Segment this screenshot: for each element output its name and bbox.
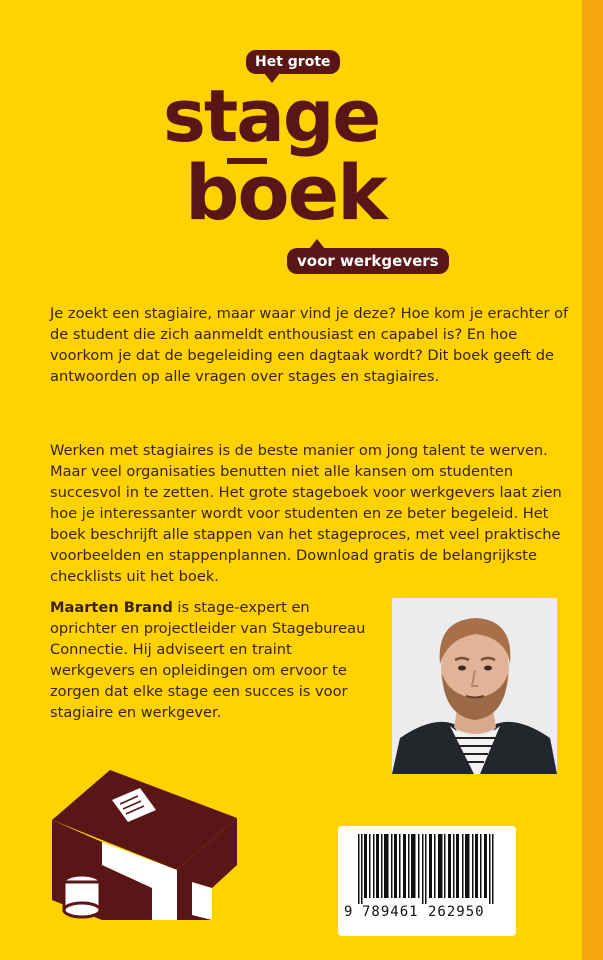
author-portrait-illustration (392, 598, 557, 774)
title-bubble-top: Het grote (246, 50, 340, 74)
desk-icon (52, 770, 242, 925)
stagebureau-desk-logo (52, 770, 242, 929)
blurb-paragraph-2: Werken met stagiaires is de beste manier om jong talent te werven. Maar veel organisaties benutten niet alle kansen om studenten succesvol in te zetten. Het grote stageboek voor werkgevers laat zien hoe je interessanter wordt voor studenten en ze beter begeleid. Het boek beschrijft alle stappen van het stageproces, met veel praktische voorbeelden en stappenplannen. Download gratis de belangrijkste checklists uit het boek. (50, 442, 562, 585)
barcode-bars (348, 834, 506, 904)
blurb-paragraph-1: Je zoekt een stagiaire, maar waar vind je deze? Hoe kom je erachter of de student die zich aanmeldt enthousiast en capabel is? En hoe voorkom je dat de begeleiding een dagtaak wordt? Dit boek geeft de antwoorden op alle vragen over stages en stagiaires. (50, 305, 569, 385)
isbn-first-digit: 9 (344, 904, 354, 920)
author-photo (392, 598, 557, 774)
author-bio (50, 597, 380, 723)
isbn-remaining-digits: 789461 262950 (362, 904, 485, 920)
author-name: Maarten Brand (50, 599, 173, 616)
title-bubble-bottom: voor werkgevers (287, 248, 449, 274)
author-bio-text: is stage-expert en oprichter en projectleider van Stagebureau Connectie. Hij adviseert en traint werkgevers en opleidingen om ervoor te zorgen dat elke stage een succes is voor stagiaire en werkgever. (50, 599, 366, 721)
book-spine-strip (582, 0, 603, 960)
title-word-boek: boek (185, 148, 386, 237)
title-word-stage: stage (163, 74, 380, 158)
isbn-barcode (338, 826, 516, 936)
